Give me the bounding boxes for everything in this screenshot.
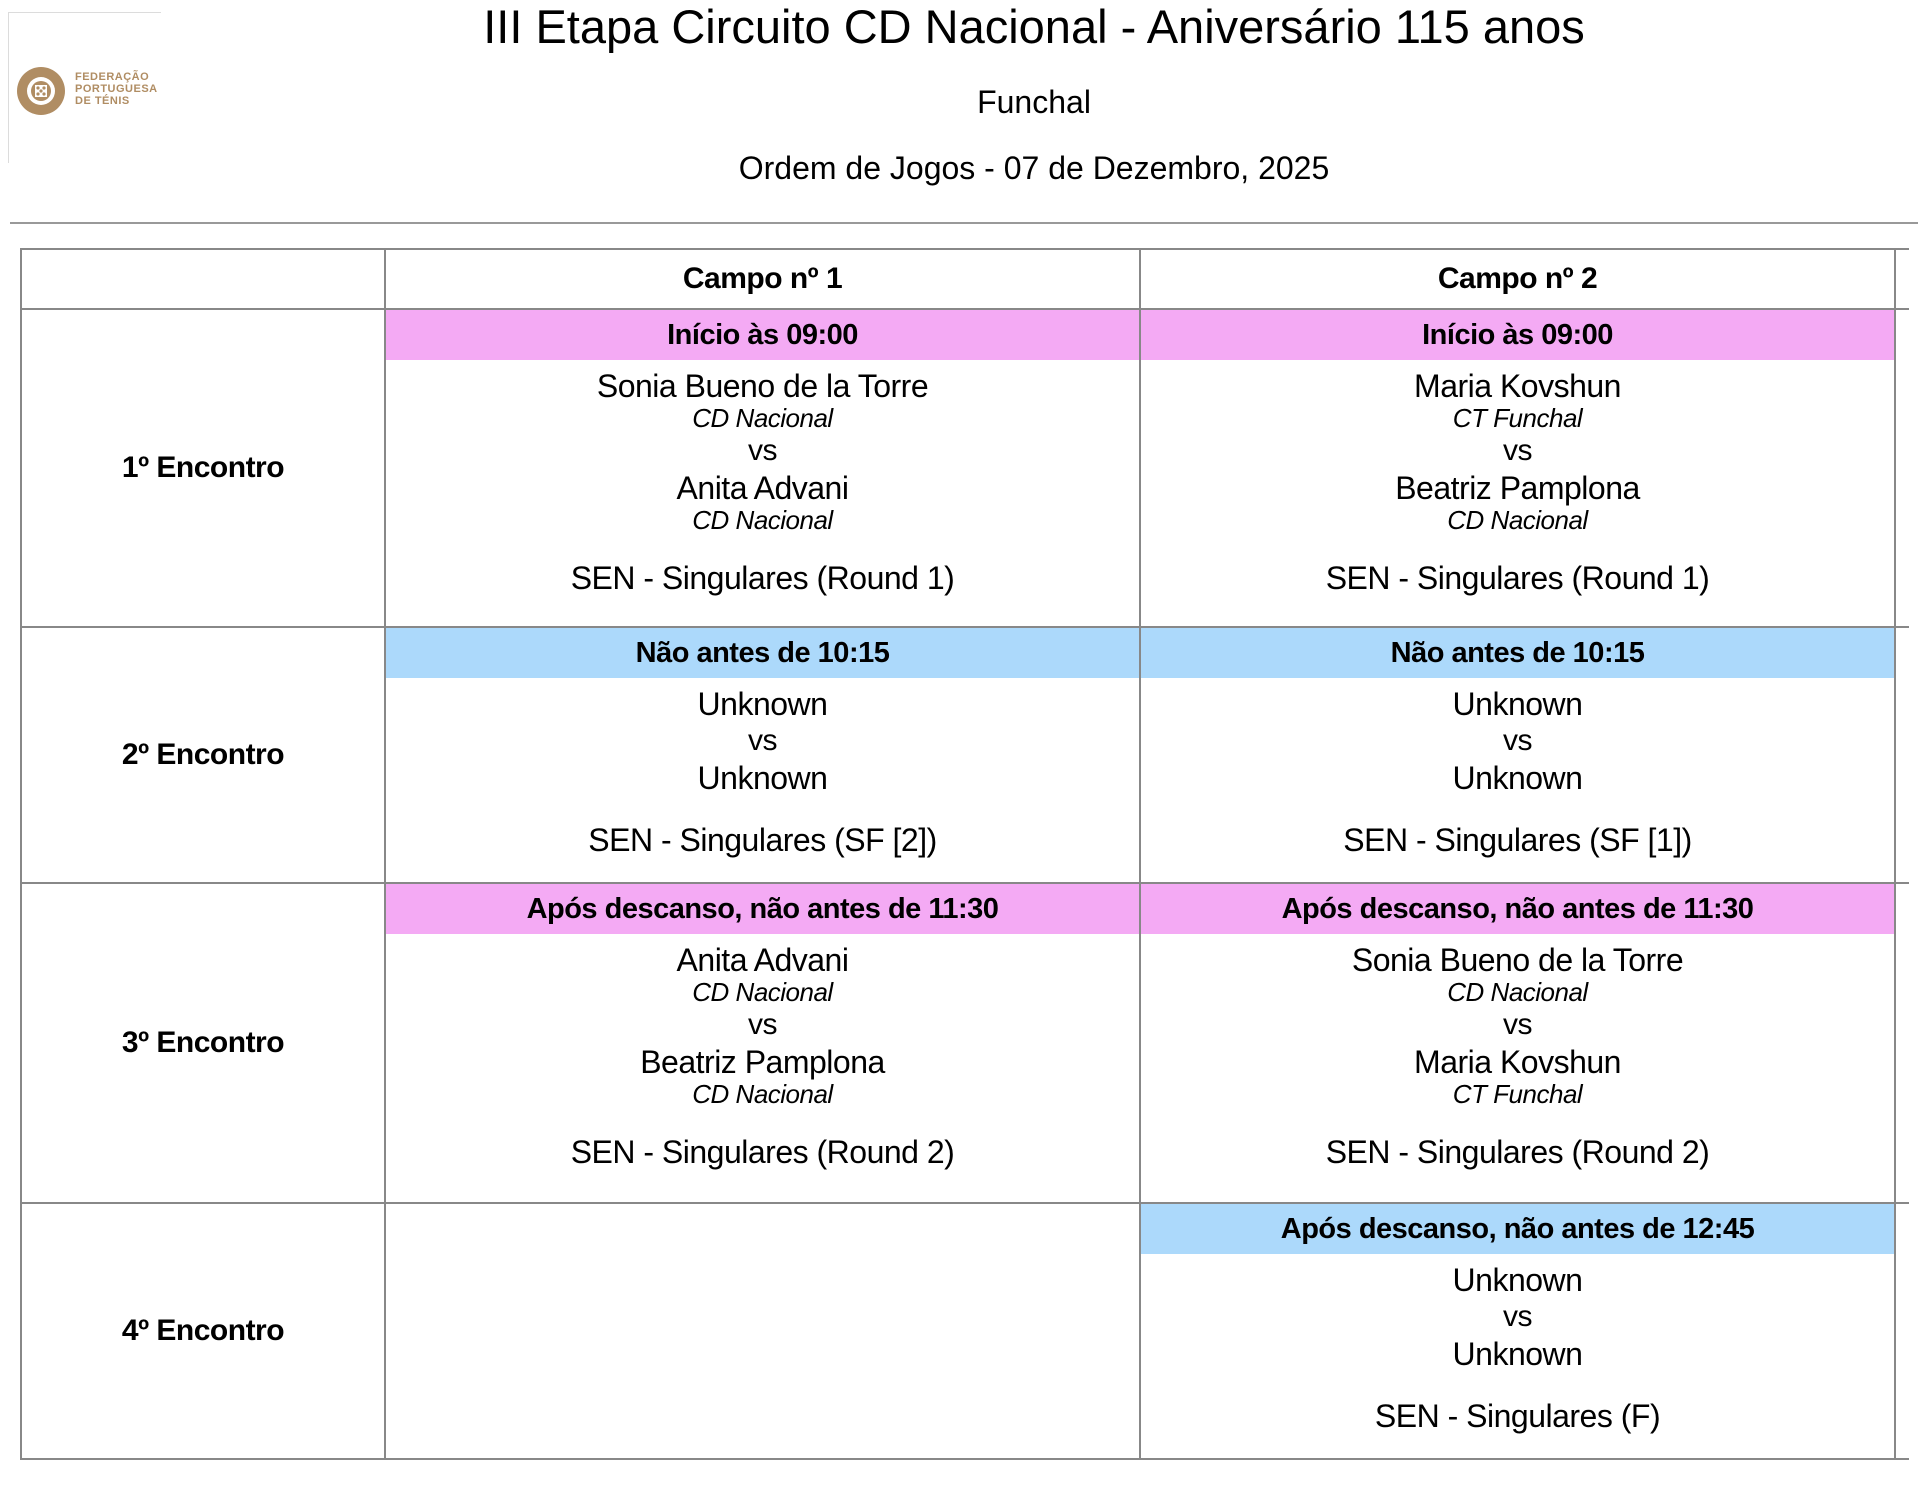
player-name: Unknown	[1452, 760, 1583, 796]
table-row	[21, 309, 1909, 627]
event-label: SEN - Singulares (Round 1)	[1325, 560, 1710, 596]
extra-column	[1895, 883, 1909, 1203]
match-info	[386, 934, 1139, 1182]
match-cell-court-2	[1140, 1203, 1895, 1459]
table-row	[21, 1203, 1909, 1459]
versus-label: vs	[1503, 1008, 1532, 1041]
start-time-bar: Após descanso, não antes de 12:45	[1141, 1204, 1894, 1254]
extra-column	[1895, 627, 1909, 883]
round-label: 3º Encontro	[21, 883, 385, 1203]
logo-wordmark: FEDERAÇÃO PORTUGUESA DE TÉNIS	[75, 71, 158, 107]
player-name: Unknown	[1452, 1262, 1583, 1298]
round-label: 4º Encontro	[21, 1203, 385, 1459]
match-info	[1141, 360, 1894, 608]
table-header-row	[21, 249, 1909, 309]
player-club: CD Nacional	[692, 505, 833, 535]
round-label: 2º Encontro	[21, 627, 385, 883]
player-name: Anita Advani	[676, 470, 849, 506]
player-name: Anita Advani	[676, 942, 849, 978]
event-label: SEN - Singulares (Round 1)	[570, 560, 955, 596]
player-name: Maria Kovshun	[1414, 368, 1621, 404]
player-name: Unknown	[1452, 686, 1583, 722]
match-info	[1141, 1254, 1894, 1446]
match-info	[386, 678, 1139, 870]
round-label: 1º Encontro	[21, 309, 385, 627]
player-name: Beatriz Pamplona	[640, 1044, 885, 1080]
event-label: SEN - Singulares (F)	[1374, 1398, 1661, 1434]
player-name: Unknown	[697, 686, 828, 722]
table-row	[21, 883, 1909, 1203]
match-cell-court-1	[385, 627, 1140, 883]
player-club: CD Nacional	[1447, 977, 1588, 1007]
extra-column	[1895, 1203, 1909, 1459]
match-info	[1141, 934, 1894, 1182]
location-subtitle: Funchal	[977, 84, 1091, 120]
versus-label: vs	[748, 1008, 777, 1041]
page-title: III Etapa Circuito CD Nacional - Aniversário 115 anos	[483, 0, 1585, 53]
start-time-bar: Início às 09:00	[386, 310, 1139, 360]
order-of-play-date: Ordem de Jogos - 07 de Dezembro, 2025	[738, 150, 1330, 186]
event-label: SEN - Singulares (Round 2)	[570, 1134, 955, 1170]
versus-label: vs	[1503, 724, 1532, 757]
match-cell-court-2	[1140, 627, 1895, 883]
player-club: CD Nacional	[692, 403, 833, 433]
player-name: Maria Kovshun	[1414, 1044, 1621, 1080]
versus-label: vs	[748, 434, 777, 467]
match-cell-court-1	[385, 309, 1140, 627]
match-cell-court-1	[385, 1203, 1140, 1459]
court-2-header: Campo nº 2	[1140, 249, 1895, 309]
player-club: CT Funchal	[1452, 1079, 1583, 1109]
order-of-play-table	[20, 248, 1909, 1460]
extra-column	[1895, 309, 1909, 627]
match-info	[1141, 678, 1894, 870]
event-label: SEN - Singulares (SF [1])	[1343, 822, 1692, 858]
match-cell-court-1	[385, 883, 1140, 1203]
match-info	[386, 360, 1139, 608]
player-name: Beatriz Pamplona	[1395, 470, 1640, 506]
event-label: SEN - Singulares (SF [2])	[588, 822, 937, 858]
player-club: CT Funchal	[1452, 403, 1583, 433]
event-label: SEN - Singulares (Round 2)	[1325, 1134, 1710, 1170]
start-time-bar: Após descanso, não antes de 11:30	[386, 884, 1139, 934]
extra-column	[1895, 249, 1909, 309]
player-name: Sonia Bueno de la Torre	[596, 368, 929, 404]
court-1-header: Campo nº 1	[385, 249, 1140, 309]
versus-label: vs	[1503, 434, 1532, 467]
player-name: Unknown	[697, 760, 828, 796]
versus-label: vs	[748, 724, 777, 757]
player-club: CD Nacional	[1447, 505, 1588, 535]
start-time-bar: Início às 09:00	[1141, 310, 1894, 360]
versus-label: vs	[1503, 1300, 1532, 1333]
table-row	[21, 627, 1909, 883]
start-time-bar: Após descanso, não antes de 11:30	[1141, 884, 1894, 934]
match-cell-court-2	[1140, 883, 1895, 1203]
match-cell-court-2	[1140, 309, 1895, 627]
start-time-bar: Não antes de 10:15	[386, 628, 1139, 678]
player-club: CD Nacional	[692, 977, 833, 1007]
start-time-bar: Não antes de 10:15	[1141, 628, 1894, 678]
header-divider	[10, 222, 1918, 224]
corner-cell	[21, 249, 385, 309]
player-club: CD Nacional	[692, 1079, 833, 1109]
player-name: Unknown	[1452, 1336, 1583, 1372]
player-name: Sonia Bueno de la Torre	[1351, 942, 1684, 978]
